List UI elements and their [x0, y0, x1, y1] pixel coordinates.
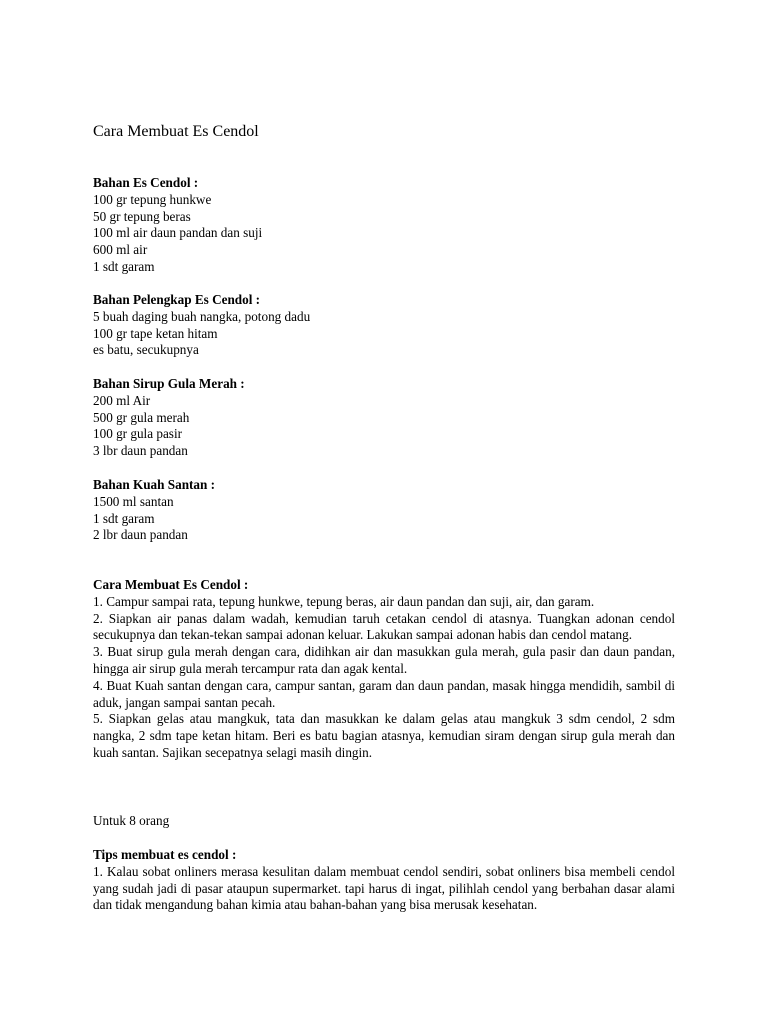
section-bahan-es-cendol [93, 175, 675, 276]
section-heading: Bahan Pelengkap Es Cendol : [93, 292, 261, 307]
ingredient-item: 100 gr tepung hunkwe [93, 191, 212, 207]
step-item: 1. Campur sampai rata, tepung hunkwe, tepung beras, air daun pandan dan suji, air, dan garam. [93, 593, 595, 609]
step-item: 2. Siapkan air panas dalam wadah, kemudian taruh cetakan cendol di atasnya. Tuangkan adonan cendol secukupnya dan tekan-tekan sampai adonan keluar. Lakukan sampai adonan habis dan cendol matang. [93, 610, 675, 643]
ingredient-item: es batu, secukupnya [93, 342, 199, 358]
step-item: 4. Buat Kuah santan dengan cara, campur santan, garam dan daun pandan, masak hingga mendidih, sambil di aduk, jangan sampai santan pecah. [93, 677, 675, 710]
ingredient-item: 1 sdt garam [93, 510, 155, 526]
step-item: 5. Siapkan gelas atau mangkuk, tata dan masukkan ke dalam gelas atau mangkuk 3 sdm cendol, 2 sdm nangka, 2 sdm tape ketan hitam. Beri es batu bagian atasnya, kemudian siram dengan sirup gula merah dan kuah santan. Sajikan secepatnya selagi masih dingin. [93, 711, 675, 760]
ingredient-item: 100 gr gula pasir [93, 426, 182, 442]
section-heading: Bahan Kuah Santan : [93, 477, 216, 492]
ingredient-item: 3 lbr daun pandan [93, 443, 188, 459]
section-heading: Bahan Es Cendol : [93, 175, 199, 190]
ingredient-item: 500 gr gula merah [93, 409, 190, 425]
ingredient-item: 600 ml air [93, 242, 148, 258]
section-bahan-kuah [93, 477, 675, 544]
ingredient-item: 5 buah daging buah nangka, potong dadu [93, 308, 311, 324]
section-bahan-sirup [93, 376, 675, 460]
ingredient-item: 1500 ml santan [93, 493, 174, 509]
ingredient-item: 1 sdt garam [93, 258, 155, 274]
ingredient-item: 2 lbr daun pandan [93, 527, 188, 543]
ingredient-item: 50 gr tepung beras [93, 208, 191, 224]
ingredient-item: 100 gr tape ketan hitam [93, 325, 218, 341]
section-cara-membuat [93, 577, 675, 762]
section-heading: Cara Membuat Es Cendol : [93, 577, 249, 592]
section-bahan-pelengkap [93, 292, 675, 359]
document-title: Cara Membuat Es Cendol [93, 123, 259, 140]
section-heading: Tips membuat es cendol : [93, 847, 237, 862]
section-tips [93, 847, 675, 914]
ingredient-item: 200 ml Air [93, 392, 151, 408]
servings-note [93, 813, 675, 830]
section-heading: Bahan Sirup Gula Merah : [93, 376, 245, 391]
tip-item: 1. Kalau sobat onliners merasa kesulitan dalam membuat cendol sendiri, sobat onliners bisa membeli cendol yang sudah jadi di pasar ataupun supermarket. tapi harus di ingat, pilihlah cendol yang berbahan dasar alami dan tidak mengandung bahan kimia atau bahan-bahan yang bisa merusak kesehatan. [93, 863, 675, 913]
ingredient-item: 100 ml air daun pandan dan suji [93, 225, 263, 241]
step-item: 3. Buat sirup gula merah dengan cara, didihkan air dan masukkan gula merah, gula pasir dan daun pandan, hingga air sirup gula merah tercampur rata dan agak kental. [93, 644, 675, 676]
servings-text: Untuk 8 orang [93, 813, 170, 828]
